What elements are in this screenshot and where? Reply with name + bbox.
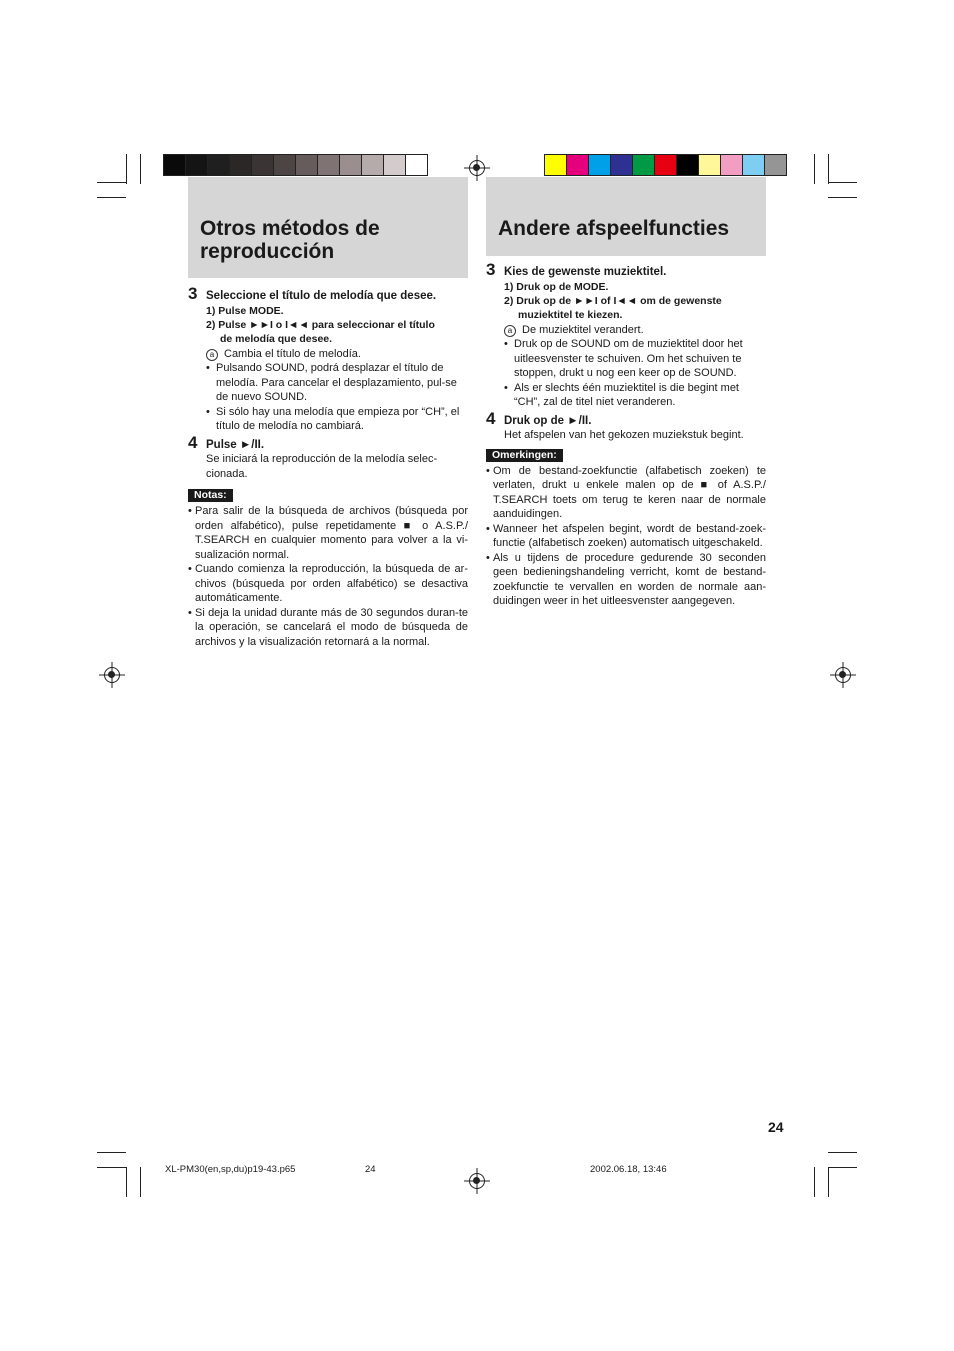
right-column [486,261,766,609]
color-swatch [405,154,428,176]
crop-mark [814,154,815,184]
step-3 [188,284,468,304]
note-a [206,347,468,362]
note-item: Om de bestand-zoekfunctie (alfabetisch zoeken) te verlaten, drukt u enkele malen op de ■ of A.S.P./ T.SEARCH toets om terug te keren naar de normale aanduidingen. [493,464,766,520]
step-number: 4 [188,432,198,452]
list-item: • Para salir de la búsqueda de archivos (búsqueda por orden alfabético), pulse repetidamente ■ o A.S.P./ T.SEARCH en cualquier momento para volver a la vi-sualización normal. [188,505,468,561]
note-item: Cuando comienza la reproducción, la búsqueda de ar-chivos (búsqueda por orden alfabético) se desactiva automáticamente. [195,563,468,604]
step-3-body [188,304,468,434]
step-3 [486,260,766,280]
bullet-text: Pulsando SOUND, podrá desplazar el título de melodía. Para cancelar el desplazamiento, pul-se de nuevo SOUND. [216,362,457,403]
list-item: • Cuando comienza la reproducción, la búsqueda de ar-chivos (búsqueda por orden alfabético) se desactiva automáticamente. [188,563,468,604]
left-column [188,285,468,649]
sub-step: 1) Pulse MODE. [206,304,284,317]
color-swatch [361,154,384,176]
list-item: • Als er slechts één muziektitel is die begint met “CH”, zal de titel niet veranderen. [504,381,766,410]
notes-badge [188,485,468,504]
sub-step-line: 2) Druk op de ►►I of I◄◄ om de gewenste [504,294,722,307]
color-swatch [654,154,677,176]
registration-mark-icon [104,667,120,683]
list-item: • Als u tijdens de procedure gedurende 30 seconden geen bedieningshandeling verricht, komt de bestand-zoekfunctie te vervallen en worden de normale aan-duidingen weer in het uitleesvenster aangegeven. [486,551,766,607]
crop-mark [140,154,141,184]
step-3-body [486,280,766,410]
circled-a-icon: a [206,349,218,361]
note-item: Si deja la unidad durante más de 30 segundos duran-te la operación, se cancelará el modo de búsqueda de archivos y la visualización retornará a la normal. [195,606,468,648]
crop-mark [828,197,857,198]
page-title-left [200,217,380,263]
color-bar [544,154,786,176]
page-number: 24 [768,1119,784,1135]
color-swatch [544,154,567,176]
color-swatch [339,154,362,176]
bullet-text: Als er slechts één muziektitel is die begint met “CH”, zal de titel niet veranderen. [514,381,739,408]
step-number: 3 [188,284,198,303]
color-swatch [163,154,186,176]
color-swatch [698,154,721,176]
note-item: Als u tijdens de procedure gedurende 30 seconden geen bedieningshandeling verricht, komt de bestand-zoekfunctie te vervallen en worden de normale aan-duidingen weer in het uitleesvenster aangegeven. [493,551,766,607]
note-a [504,323,766,338]
note-text: De muziektitel verandert. [522,323,644,336]
footer-file: XL-PM30(en,sp,du)p19-43.p65 [165,1164,296,1175]
color-swatch [588,154,611,176]
sub-step [504,294,766,322]
step-title: Seleccione el título de melodía que desee. [206,290,437,302]
step-title: Druk op de ►/II. [504,414,592,427]
sub-step-line: 2) Pulse ►►I o I◄◄ para seleccionar el título [206,318,435,331]
color-swatch [764,154,787,176]
list-item: • Si sólo hay una melodía que empieza por “CH”, el título de melodía no cambiará. [206,405,468,434]
circled-a-icon: a [504,325,516,337]
notes-list [188,504,468,649]
color-swatch [676,154,699,176]
step-4-text: Het afspelen van het gekozen muziekstuk begint. [504,429,744,441]
color-swatch [720,154,743,176]
note-item: Para salir de la búsqueda de archivos (búsqueda por orden alfabético), pulse repetidamente ■ o A.S.P./ T.SEARCH en cualquier momento para volver a la vi-sualización normal. [195,505,468,561]
grayscale-bar [163,154,427,176]
page-title-right: Andere afspeelfuncties [498,217,730,240]
crop-mark [97,197,126,198]
step-4 [486,408,766,429]
color-swatch [251,154,274,176]
registration-mark-icon [835,667,851,683]
bullet-text: Si sólo hay una melodía que empieza por “CH”, el título de melodía no cambiará. [216,405,460,432]
title-line: reproducción [200,240,335,263]
step-number: 4 [486,408,496,428]
notes-label: Omerkingen: [486,449,563,462]
list-item: • Si deja la unidad durante más de 30 segundos duran-te la operación, se cancelará el modo de búsqueda de archivos y la visualización retornará a la normal. [188,606,468,648]
step-4-text: Se iniciará la reproducción de la melodía selec-cionada. [206,453,438,480]
title-line: Otros métodos de [200,217,380,240]
step-title: Kies de gewenste muziektitel. [504,266,667,278]
color-swatch [207,154,230,176]
crop-mark [97,1167,126,1168]
list-item: • Om de bestand-zoekfunctie (alfabetisch zoeken) te verlaten, drukt u enkele malen op de ■ of A.S.P./ T.SEARCH toets om terug te keren naar de normale aanduidingen. [486,464,766,520]
list-item: • Druk op de SOUND om de muziektitel door het uitleesvenster te schuiven. Om het schuiven te stoppen, drukt u nog een keer op de SOUND. [504,337,766,381]
color-swatch [383,154,406,176]
color-swatch [610,154,633,176]
crop-mark [828,154,829,184]
notes-list [486,464,766,609]
crop-mark [126,1167,127,1197]
crop-mark [828,1167,857,1168]
color-swatch [295,154,318,176]
sub-step: 1) Druk op de MODE. [504,280,609,293]
color-swatch [229,154,252,176]
step-title: Pulse ►/II. [206,438,265,451]
note-item: Wanneer het afspelen begint, wordt de bestand-zoek-functie (alfabetisch zoeken) automatisch uitgeschakeld. [493,522,766,549]
crop-mark [140,1167,141,1197]
sub-step-line: muziektitel te kiezen. [518,308,623,321]
color-swatch [632,154,655,176]
crop-mark [828,1167,829,1197]
crop-mark [97,1152,126,1153]
sub-step [206,318,468,346]
list-item: • Pulsando SOUND, podrá desplazar el título de melodía. Para cancelar el desplazamiento, pul-se de nuevo SOUND. [206,361,468,405]
footer-date: 2002.06.18, 13:46 [590,1164,667,1175]
step-number: 3 [486,260,496,279]
crop-mark [828,1152,857,1153]
crop-mark [814,1167,815,1197]
notes-label: Notas: [188,489,233,502]
notes-badge [486,445,766,464]
step-4 [188,432,468,453]
color-swatch [317,154,340,176]
crop-mark [828,182,857,183]
footer-page: 24 [365,1164,376,1175]
crop-mark [126,154,127,184]
color-swatch [742,154,765,176]
note-text: Cambia el título de melodía. [224,347,361,360]
crop-mark [97,182,126,183]
sub-step-line: de melodía que desee. [220,332,333,345]
color-swatch [185,154,208,176]
color-swatch [273,154,296,176]
registration-mark-icon [469,160,485,176]
list-item: • Wanneer het afspelen begint, wordt de bestand-zoek-functie (alfabetisch zoeken) automatisch uitgeschakeld. [486,522,766,549]
bullet-text: Druk op de SOUND om de muziektitel door het uitleesvenster te schuiven. Om het schuiven te stoppen, drukt u nog een keer op de SOUND. [514,338,743,379]
color-swatch [566,154,589,176]
registration-mark-icon [469,1173,485,1189]
